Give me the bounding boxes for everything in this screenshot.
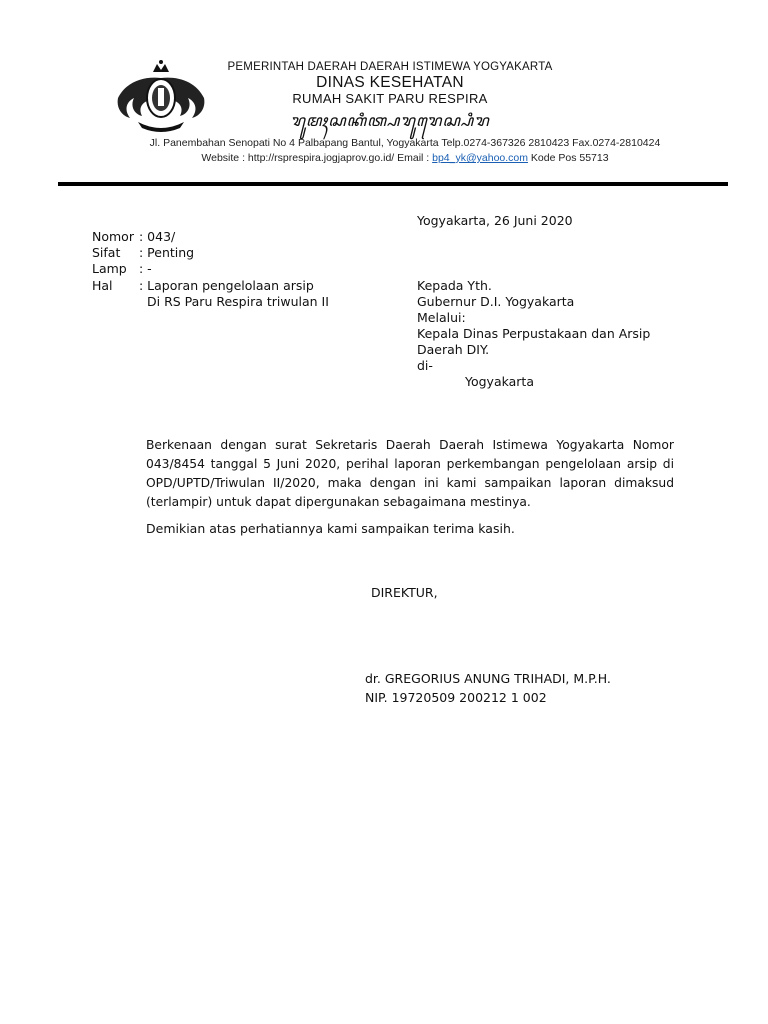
postcode-text: Kode Pos 55713 [528, 152, 609, 164]
letterhead-address: Jl. Panembahan Senopati No 4 Palbapang Bantul, Yogyakarta Telp.0274-367326 2810423 Fax.0274-2810424 [149, 137, 661, 149]
letter-date: Yogyakarta, 26 Juni 2020 [417, 213, 573, 228]
email-link[interactable]: bp4_yk@yahoo.com [432, 152, 529, 164]
letterhead-contact [60, 152, 750, 164]
recipient-line5: Daerah DIY. [417, 342, 490, 357]
letterhead-javanese-script: ꦫꦸꦩꦃꦱꦏꦶꦠ꧀ꦥꦫꦸꦫꦺꦱ꧀ꦥꦶꦫ [290, 111, 490, 130]
recipient-line2: Gubernur D.I. Yogyakarta [417, 294, 575, 309]
recipient-line4: Kepala Dinas Perpustakaan dan Arsip [417, 326, 651, 341]
sifat-label: Sifat [92, 245, 121, 260]
nomor-value: : 043/ [139, 229, 176, 244]
hal-value-line1: : Laporan pengelolaan arsip [139, 278, 314, 293]
signatory-nip: NIP. 19720509 200212 1 002 [365, 690, 547, 705]
nomor-label: Nomor [92, 229, 134, 244]
body-paragraph-2: Demikian atas perhatiannya kami sampaikan terima kasih. [146, 521, 515, 536]
letterhead-government: PEMERINTAH DAERAH DAERAH ISTIMEWA YOGYAKARTA [227, 61, 553, 73]
signature-title: DIREKTUR, [371, 585, 438, 600]
letterhead-hospital: RUMAH SAKIT PARU RESPIRA [292, 91, 488, 106]
recipient-line6: di- [417, 358, 433, 373]
signatory-name: dr. GREGORIUS ANUNG TRIHADI, M.P.H. [365, 671, 611, 686]
hal-value-line2: Di RS Paru Respira triwulan II [147, 294, 329, 309]
recipient-line1: Kepada Yth. [417, 278, 492, 293]
hal-label: Hal [92, 278, 113, 293]
recipient-line3: Melalui: [417, 310, 466, 325]
recipient-line7: Yogyakarta [465, 374, 534, 389]
lamp-value: : - [139, 261, 152, 276]
website-text: Website : http://rsprespira.jogjaprov.go.id/ Email : [201, 152, 433, 164]
body-paragraph-1: Berkenaan dengan surat Sekretaris Daerah Daerah Istimewa Yogyakarta Nomor 043/8454 tanggal 5 Juni 2020, perihal laporan perkembangan pengelolaan arsip di OPD/UPTD/Triwulan II/2020, maka dengan ini kami sampaikan laporan dimaksud (terlampir) untuk dapat dipergunakan sebagaimana mestinya. [146, 438, 674, 509]
letterhead-department: DINAS KESEHATAN [316, 74, 464, 91]
letterhead-divider [58, 182, 728, 186]
lamp-label: Lamp [92, 261, 127, 276]
sifat-value: : Penting [139, 245, 195, 260]
